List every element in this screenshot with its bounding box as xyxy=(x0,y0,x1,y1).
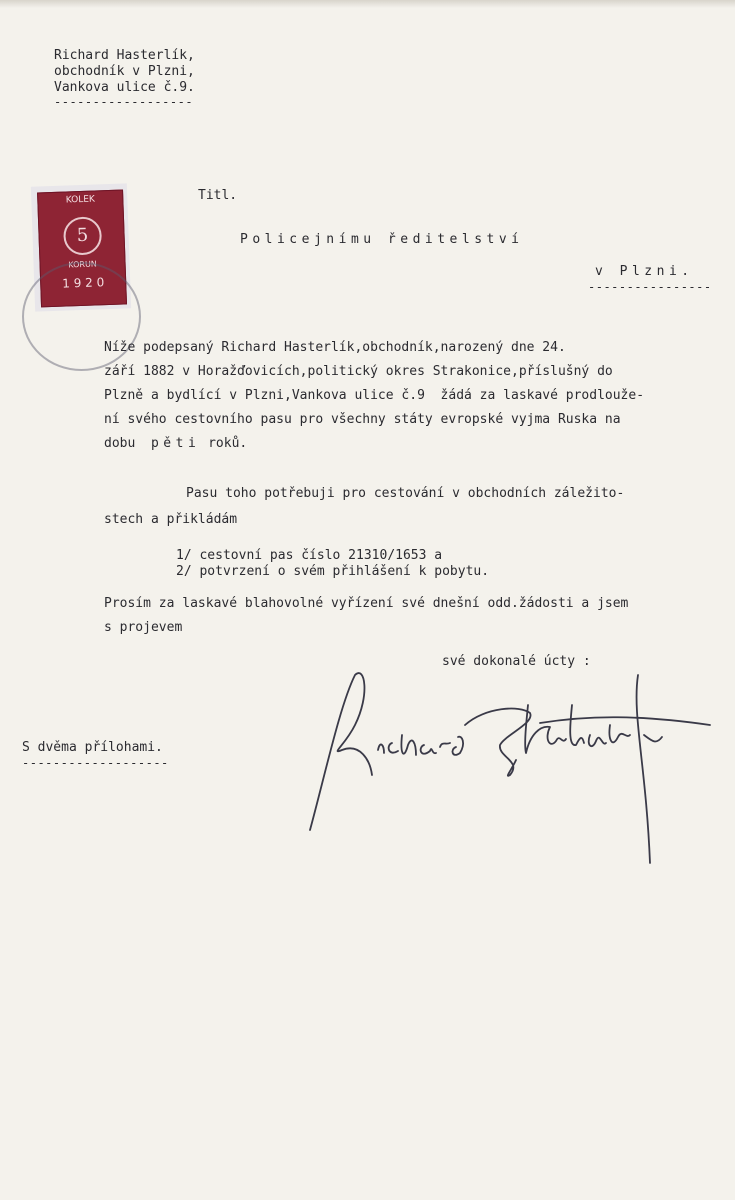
term-suffix: roků. xyxy=(208,436,248,451)
sender-occupation: obchodník v Plzni, xyxy=(54,64,195,79)
closing-line-2: s projevem xyxy=(104,620,183,635)
sender-address: Vankova ulice č.9. xyxy=(54,80,195,95)
body-line-1: Níže podepsaný Richard Hasterlík,obchodník,narozený dne 24. xyxy=(104,340,566,355)
attachment-1: 1/ cestovní pas číslo 21310/1653 a xyxy=(176,548,443,563)
stamp-currency: KORUN xyxy=(68,259,97,270)
salutation: Titl. xyxy=(198,188,238,203)
paper-edge xyxy=(0,0,735,8)
term-spaced: pěti xyxy=(150,436,201,451)
para2-line-1: Pasu toho potřebuji pro cestování v obchodních záležito- xyxy=(186,486,625,501)
stamp-year: 1 9 2 0 xyxy=(62,275,105,291)
stamp-top-text: KOLEK xyxy=(65,194,96,206)
recipient-office: Policejnímu ředitelství xyxy=(240,232,524,247)
recipient-city: v Plzni. xyxy=(595,264,694,279)
body-line-2: září 1882 v Horažďovicích,politický okres Strakonice,příslušný do xyxy=(104,364,613,379)
enclosures-underline: ------------------- xyxy=(22,756,169,770)
body-line-4: ní svého cestovního pasu pro všechny státy evropské vyjma Ruska na xyxy=(104,412,621,427)
sender-name: Richard Hasterlík, xyxy=(54,48,195,63)
enclosures-note: S dvěma přílohami. xyxy=(22,740,163,755)
body-line-3: Plzně a bydlící v Plzni,Vankova ulice č.9 žádá za laskavé prodlouže- xyxy=(104,388,645,403)
body-line-5 xyxy=(104,436,247,452)
closing-line-1: Prosím za laskavé blahovolné vyřízení své dnešní odd.žádosti a jsem xyxy=(104,596,629,611)
attachment-2: 2/ potvrzení o svém přihlášení k pobytu. xyxy=(176,564,490,579)
complimentary-close: své dokonalé úcty : xyxy=(442,654,591,669)
sender-underline: ------------------ xyxy=(54,95,194,109)
para2-line-2: stech a přikládám xyxy=(104,512,238,527)
recipient-underline: ---------------- xyxy=(588,280,712,294)
handwritten-signature xyxy=(300,665,720,865)
term-prefix: dobu xyxy=(104,436,136,451)
stamp-denomination: 5 xyxy=(63,216,102,255)
